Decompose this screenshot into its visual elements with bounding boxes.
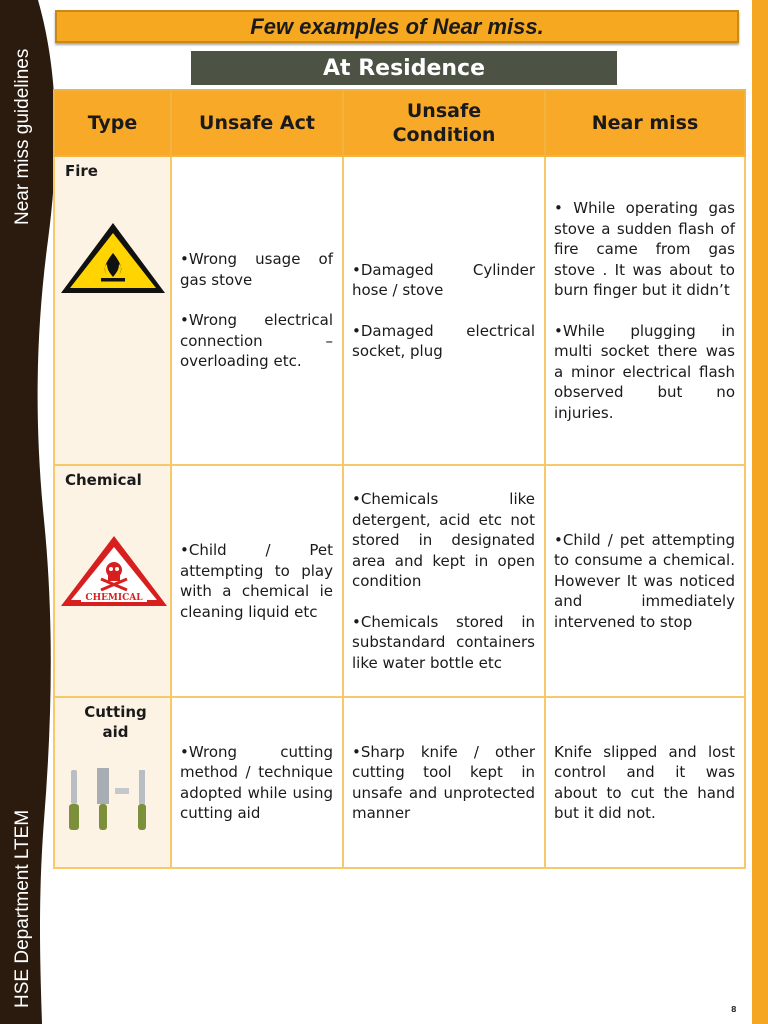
svg-text:CHEMICAL: CHEMICAL (85, 593, 143, 603)
table-row (54, 697, 745, 868)
unsafe-act-cell (171, 465, 343, 697)
type-label: Chemical (65, 471, 142, 489)
near-miss-item: • While operating gas stove a sudden flash of fire came from gas stove . It was about to burn finger but it didn’t (554, 199, 735, 299)
right-accent-stripe (752, 0, 768, 1024)
near-miss-cell (545, 465, 745, 697)
unsafe-condition-item: •Damaged Cylinder hose / stove (352, 260, 535, 299)
column-header-near-miss: Near miss (545, 90, 745, 156)
section-title: At Residence (191, 51, 617, 85)
near-miss-item: Knife slipped and lost control and it was about to cut the hand but it did not. (554, 742, 735, 822)
unsafe-condition-cell (343, 697, 545, 868)
column-header-unsafe-condition: Unsafe Condition (343, 90, 545, 156)
near-miss-cell (545, 156, 745, 465)
unsafe-act-cell (171, 156, 343, 465)
unsafe-condition-item: •Sharp knife / other cutting tool kept in unsafe and unprotected manner (352, 742, 535, 822)
unsafe-act-item: •Child / Pet attempting to play with a chemical ie cleaning liquid etc (180, 541, 333, 621)
unsafe-condition-item: •Chemicals stored in substandard containers like water bottle etc (352, 612, 535, 672)
near-miss-item: •Child / pet attempting to consume a chemical. However It was noticed and immediately intervened to stop (554, 530, 735, 631)
near-miss-cell (545, 697, 745, 868)
table-row (54, 465, 745, 697)
type-label: Fire (65, 162, 98, 180)
unsafe-act-item: •Wrong cutting method / technique adopted while using cutting aid (180, 742, 333, 822)
table-row (54, 156, 745, 465)
unsafe-act-item: •Wrong usage of gas stove (180, 250, 333, 289)
page-number: 8 (731, 1005, 737, 1014)
flammable-warning-icon (57, 219, 169, 299)
type-label: Cutting aid (84, 703, 147, 741)
type-cell (54, 465, 171, 697)
knives-icon (65, 764, 157, 838)
sidebar-bottom-text: HSE Department LTEM (12, 809, 33, 1008)
unsafe-act-cell (171, 697, 343, 868)
near-miss-table (53, 89, 746, 869)
type-cell (54, 697, 171, 868)
unsafe-condition-item: •Chemicals like detergent, acid etc not stored in designated area and kept in open condition (352, 490, 535, 590)
chemical-hazard-icon (57, 532, 171, 612)
unsafe-condition-cell (343, 465, 545, 697)
type-cell (54, 156, 171, 465)
page-title: Few examples of Near miss. (55, 10, 739, 43)
column-header-type: Type (54, 90, 171, 156)
near-miss-item: •While plugging in multi socket there was a minor electrical flash observed but no injuries. (554, 321, 735, 422)
unsafe-condition-item: •Damaged electrical socket, plug (352, 321, 535, 360)
table-header-row (54, 90, 745, 156)
column-header-unsafe-act: Unsafe Act (171, 90, 343, 156)
unsafe-act-item: •Wrong electrical connection – overloading etc. (180, 311, 333, 371)
unsafe-condition-cell (343, 156, 545, 465)
sidebar-top-text: Near miss guidelines (12, 48, 33, 225)
